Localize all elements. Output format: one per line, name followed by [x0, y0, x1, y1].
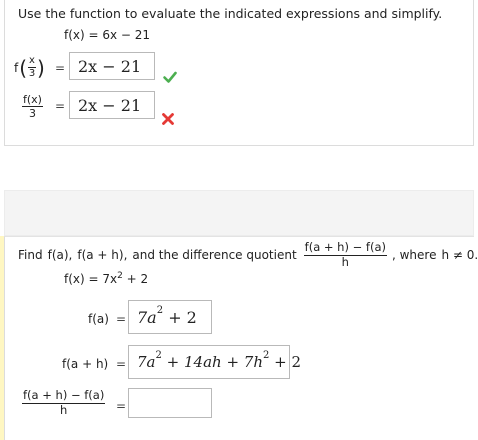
- answer-rest: + 2: [274, 353, 302, 371]
- answer-field-fa[interactable]: [128, 300, 212, 334]
- answer-field-difference-quotient[interactable]: [128, 388, 212, 418]
- equals-sign: =: [116, 357, 127, 371]
- open-paren: (: [19, 55, 28, 80]
- instruction-difference-quotient: and the difference quotient: [132, 248, 297, 262]
- answer-exponent: 2: [156, 304, 164, 316]
- instruction-fa: f(a),: [47, 248, 73, 262]
- difference-quotient-fraction: [304, 242, 387, 268]
- label-difference-quotient: [22, 390, 105, 416]
- instruction-find: Find: [18, 248, 43, 262]
- equals-sign: =: [116, 399, 127, 413]
- fraction-numerator: f(a + h) − f(a): [23, 388, 105, 402]
- function-exponent: 2: [117, 271, 123, 281]
- fraction-numerator: x: [29, 55, 35, 66]
- function-lhs: f(x) = 7x: [64, 272, 118, 286]
- close-paren: ): [36, 55, 45, 80]
- answer-field-fx-over-3[interactable]: 2x − 21: [69, 91, 155, 119]
- instruction-condition: h ≠ 0.: [441, 248, 478, 262]
- fraction-numerator: f(x): [23, 93, 42, 106]
- equals-sign: =: [116, 312, 127, 326]
- instruction-fah: f(a + h),: [77, 248, 128, 262]
- equals-sign: =: [55, 99, 66, 113]
- answer-term-1: 7a: [137, 353, 156, 371]
- fraction-numerator: f(a + h) − f(a): [304, 240, 386, 254]
- answer-rest: + 2: [168, 307, 197, 327]
- equals-sign: =: [55, 61, 66, 75]
- x-mark-icon: [161, 112, 175, 126]
- fraction-denominator: 3: [28, 107, 36, 120]
- instruction-where: , where: [391, 248, 437, 262]
- label-fah: f(a + h): [62, 357, 109, 371]
- label-fa: f(a): [88, 312, 109, 326]
- function-definition: f(x) = 6x − 21: [64, 28, 151, 42]
- checkmark-icon: [163, 70, 177, 84]
- answer-field-fah[interactable]: [128, 345, 302, 379]
- answer-exponent-2: 2: [263, 349, 270, 361]
- answer-term-2: + 14ah + 7h: [166, 353, 263, 371]
- answer-exponent-1: 2: [155, 349, 162, 361]
- expression-fx-over-3: [22, 94, 43, 119]
- fraction-denominator: 3: [28, 68, 36, 79]
- fraction-denominator: h: [60, 402, 68, 417]
- expression-f-x-over-3: [14, 56, 45, 79]
- fraction: [28, 56, 36, 79]
- answer-field-f-x-over-3[interactable]: 2x − 21: [69, 52, 155, 80]
- fraction-denominator: h: [341, 254, 349, 269]
- function-rhs: + 2: [126, 272, 149, 286]
- function-definition-2: [64, 272, 148, 286]
- answer-term: 7a: [137, 307, 157, 327]
- instruction-text: Use the function to evaluate the indicated expressions and simplify.: [18, 6, 443, 21]
- instruction-text-2: [18, 242, 478, 268]
- function-name: f: [14, 60, 19, 75]
- spacer-panel: [4, 190, 474, 236]
